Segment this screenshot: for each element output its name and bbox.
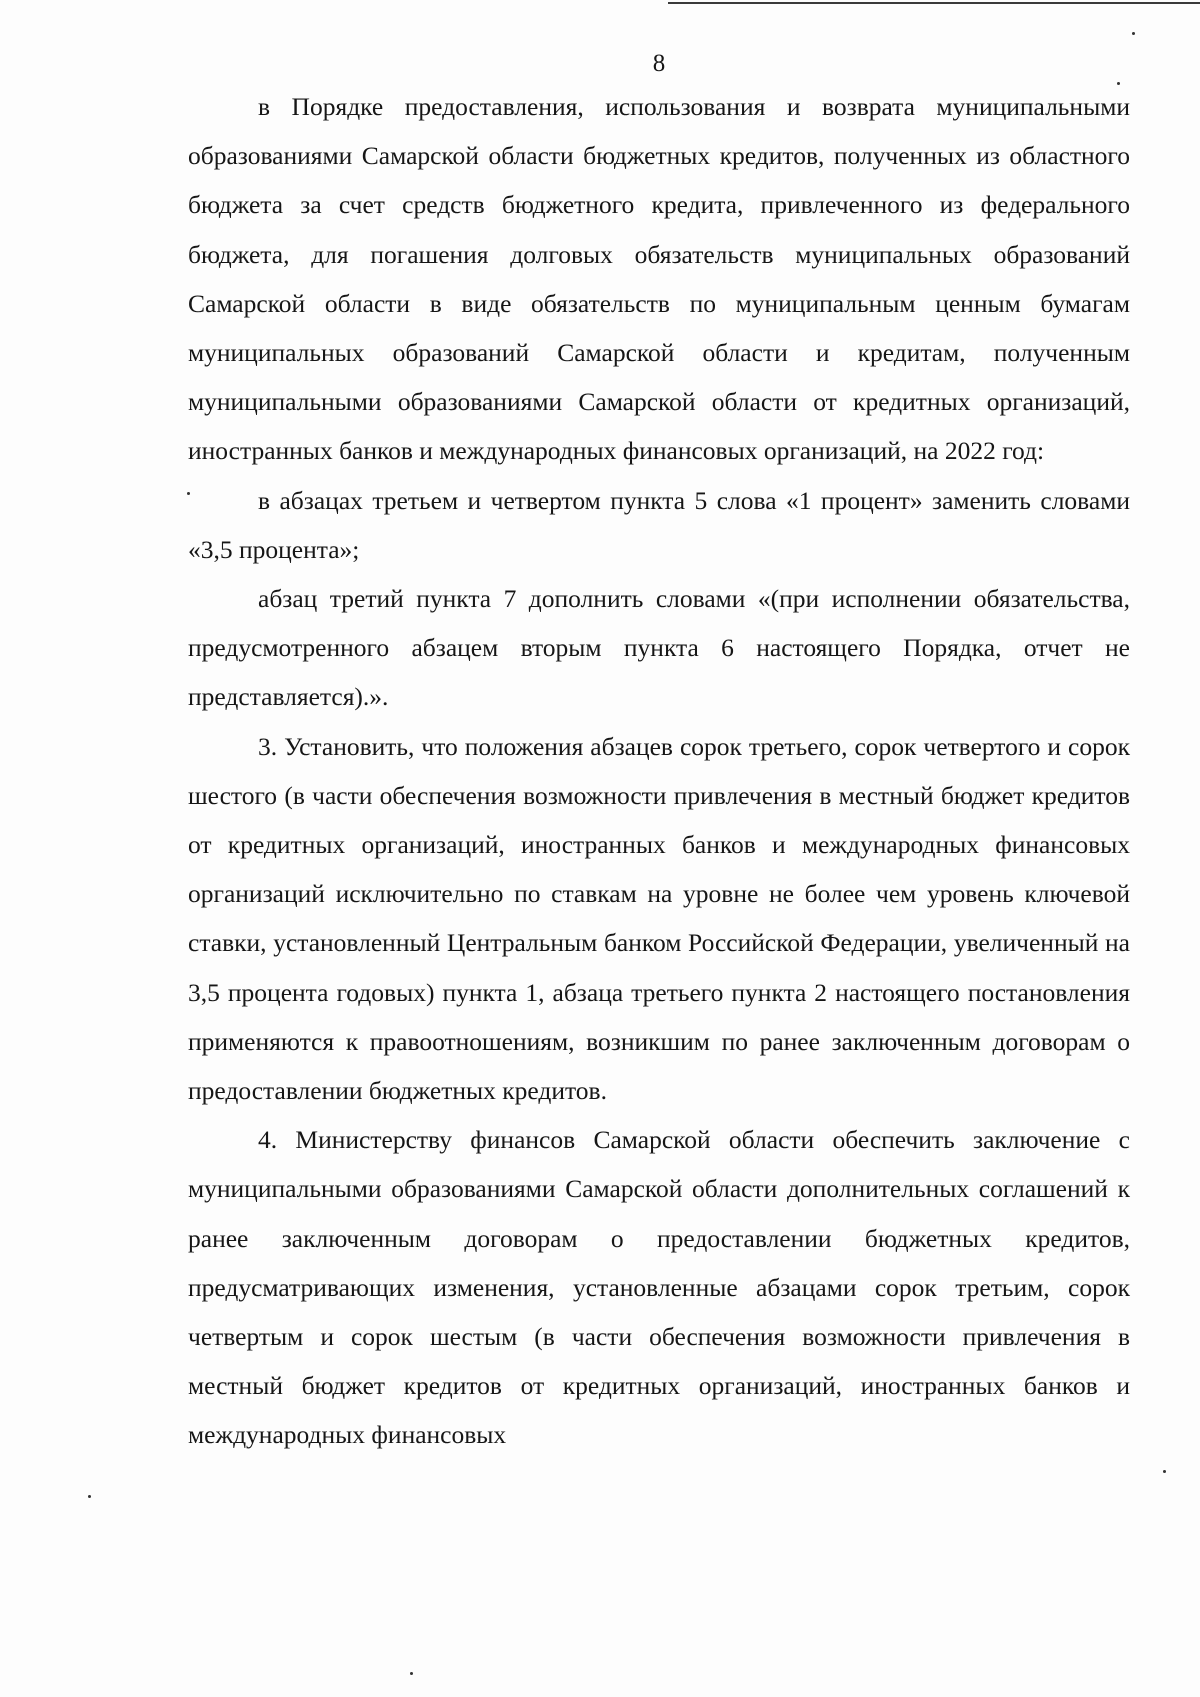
scan-top-rule	[668, 2, 1200, 4]
paragraph-order-title: в Порядке предоставления, использования и возврата муниципальными образованиями Самарской области бюджетных кредитов, полученных из областного бюджета за счет средств бюджетного кредита, привлеченного из федерального бюджета, для погашения долговых обязательств муниципальных образований Самарской области в виде обязательств по муниципальным ценным бумагам муниципальных образований Самарской области и кредитам, полученным муниципальными образованиями Самарской области от кредитных организаций, иностранных банков и международных финансовых организаций, на 2022 год:	[188, 92, 1130, 466]
scan-speck	[1117, 82, 1120, 85]
scan-speck	[187, 492, 190, 495]
scan-speck	[1163, 1470, 1166, 1473]
scan-speck	[410, 1672, 413, 1675]
paragraph-amend-point-5: в абзацах третьем и четвертом пункта 5 слова «1 процент» заменить словами «3,5 процента»;	[188, 485, 1130, 564]
scan-speck	[88, 1495, 91, 1498]
scan-speck	[1132, 32, 1135, 35]
paragraph-clause-4: 4. Министерству финансов Самарской области обеспечить заключение с муниципальными образованиями Самарской области дополнительных соглашений к ранее заключенным договорам о предоставлении бюджетных кредитов, предусматривающих изменения, установленные абзацами сорок третьим, сорок четвертым и сорок шестым (в части обеспечения возможности привлечения в местный бюджет кредитов от кредитных организаций, иностранных банков и международных финансовых	[188, 1125, 1130, 1450]
page-number: 8	[652, 50, 666, 77]
body-text	[188, 82, 1130, 1460]
paragraph-amend-point-7: абзац третий пункта 7 дополнить словами «(при исполнении обязательства, предусмотренного абзацем вторым пункта 6 настоящего Порядка, отчет не представляется).».	[188, 584, 1130, 712]
paragraph-clause-3: 3. Установить, что положения абзацев сорок третьего, сорок четвертого и сорок шестого (в части обеспечения возможности привлечения в местный бюджет кредитов от кредитных организаций, иностранных банков и международных финансовых организаций исключительно по ставкам на уровне не более чем уровень ключевой ставки, установленный Центральным банком Российской Федерации, увеличенный на 3,5 процента годовых) пункта 1, абзаца третьего пункта 2 настоящего постановления применяются к правоотношениям, возникшим по ранее заключенным договорам о предоставлении бюджетных кредитов.	[188, 731, 1130, 1106]
